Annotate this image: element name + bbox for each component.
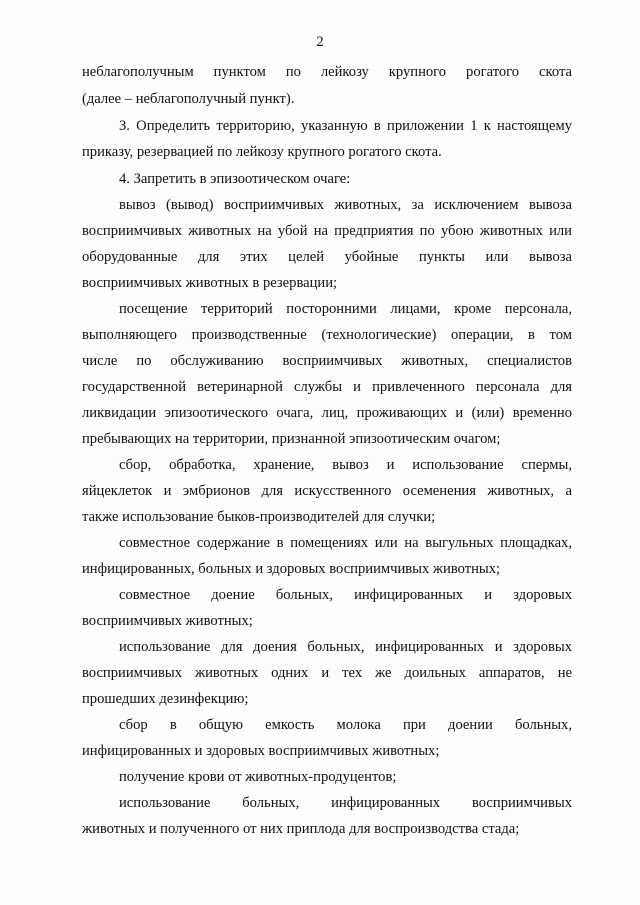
text-line: совместное содержание в помещениях или на выгульных площадках, [119,535,572,551]
page-number: 2 [316,34,324,50]
text-line: приказу, резервацией по лейкозу крупного рогатого скота. [82,144,442,160]
text-line: ликвидации эпизоотического очага, лиц, проживающих и (или) временно [82,405,572,421]
text-line: (далее – неблагополучный пункт). [82,91,295,107]
text-line: государственной ветеринарной службы и привлеченного персонала для [82,379,572,395]
text-line: пребывающих на территории, признанной эпизоотическим очагом; [82,431,501,447]
text-line: использование больных, инфицированных восприимчивых [119,795,572,811]
text-line: неблагополучным пунктом по лейкозу крупного рогатого скота [82,64,572,80]
text-line: яйцеклеток и эмбрионов для искусственного осеменения животных, а [82,483,572,499]
text-line: совместное доение больных, инфицированных и здоровых [119,587,572,603]
text-line: восприимчивых животных; [82,613,253,629]
text-line: сбор, обработка, хранение, вывоз и использование спермы, [119,457,572,473]
text-line: инфицированных, больных и здоровых восприимчивых животных; [82,561,501,577]
text-line: восприимчивых животных одних и тех же доильных аппаратов, не [82,665,572,681]
text-line: восприимчивых животных на убой на предприятия по убою животных или [82,223,572,239]
text-line: выполняющего производственные (технологические) операции, в том [82,327,572,343]
text-line: вывоз (вывод) восприимчивых животных, за исключением вывоза [119,197,572,213]
text-line: также использование быков-производителей для случки; [82,509,436,525]
text-line: сбор в общую емкость молока при доении больных, [119,717,572,733]
text-line: животных и полученного от них приплода для воспроизводства стада; [82,821,520,837]
text-line: восприимчивых животных в резервации; [82,275,338,291]
text-line: посещение территорий посторонними лицами, кроме персонала, [119,301,572,317]
text-line: получение крови от животных-продуцентов; [119,769,397,785]
text-line: 3. Определить территорию, указанную в приложении 1 к настоящему [119,118,572,134]
text-line: оборудованные для этих целей убойные пункты или вывоза [82,249,572,265]
text-line: использование для доения больных, инфицированных и здоровых [119,639,572,655]
text-line: прошедших дезинфекцию; [82,691,249,707]
text-line: числе по обслуживанию восприимчивых животных, специалистов [82,353,572,369]
text-line: 4. Запретить в эпизоотическом очаге: [119,171,351,187]
text-line: инфицированных и здоровых восприимчивых животных; [82,743,440,759]
